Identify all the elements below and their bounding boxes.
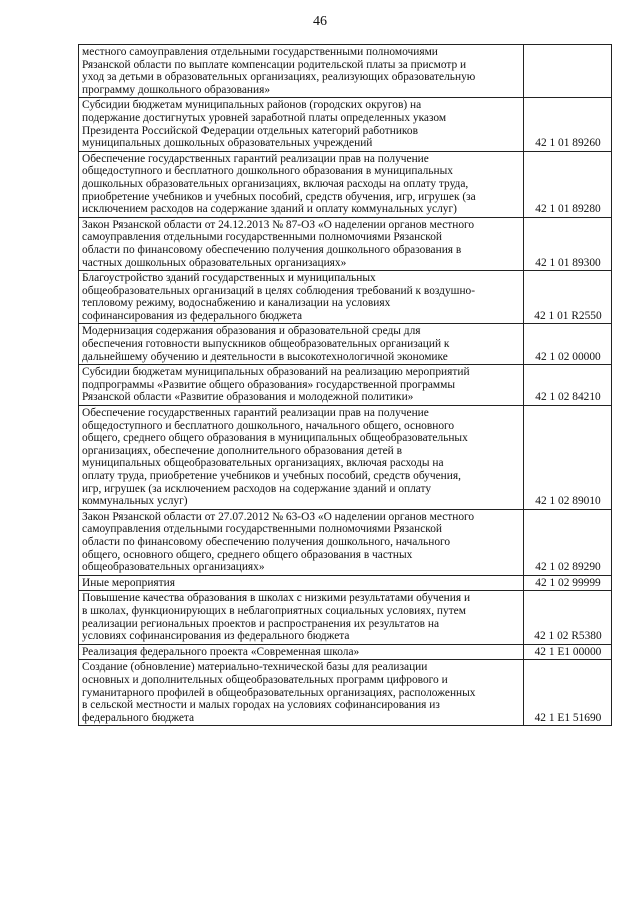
table-row: [79, 406, 612, 510]
row-description: [79, 406, 524, 510]
description-line: Рязанской области по выплате компенсации родительской платы за присмотр и: [82, 58, 467, 71]
description-line: Благоустройство зданий государственных и муниципальных: [82, 272, 376, 285]
description-line: самоуправления отдельными государственными полномочиями Рязанской: [82, 231, 443, 244]
description-line: муниципальных общеобразовательных организациях, включая расходы на: [82, 457, 444, 470]
table-row: [79, 644, 612, 660]
description-line: дальнейшему обучению и деятельности в высокотехнологичной экономике: [82, 350, 448, 363]
description-line: Закон Рязанской области от 24.12.2013 № 87-ОЗ «О наделении органов местного: [82, 218, 475, 231]
description-line: общеобразовательных организациях»: [82, 561, 265, 574]
description-line: области по финансовому обеспечению получения дошкольного, начального: [82, 535, 451, 548]
description-line: реализации региональных проектов и распространения их результатов на: [82, 617, 440, 630]
row-description: [79, 271, 524, 324]
description-line: оплату труда, приобретение учебников и учебных пособий, средств обучения,: [82, 470, 461, 482]
row-description: [79, 660, 524, 726]
row-description: [79, 509, 524, 575]
table-row: [79, 591, 612, 644]
row-description: [79, 324, 524, 365]
table-row: [79, 509, 612, 575]
table-row: [79, 271, 612, 324]
page-number: 46: [313, 14, 327, 29]
description-line: условиях софинансирования из федерального бюджета: [82, 630, 350, 643]
description-line: обеспечения готовности выпускников общеобразовательных организаций к: [82, 338, 450, 351]
description-line: Субсидии бюджетам муниципальных районов (городских округов) на: [82, 99, 422, 112]
table-row: [79, 324, 612, 365]
description-line: Рязанской области «Развитие образования и молодежной политики»: [82, 391, 414, 404]
description-line: Повышение качества образования в школах с низкими результатами обучения и: [82, 592, 471, 605]
description-line: подпрограммы «Развитие общего образования» государственной программы: [82, 378, 456, 391]
table-row: [79, 151, 612, 217]
row-code: 42 1 02 99999: [524, 575, 612, 591]
description-line: подержание достигнутых уровней заработной платы определенных указом: [82, 111, 447, 124]
row-code: 42 1 01 R2550: [524, 271, 612, 324]
row-description: [79, 591, 524, 644]
description-line: тепловому режиму, водоснабжению и канализации на условиях: [82, 297, 391, 310]
description-line: частных дошкольных образовательных организациях»: [82, 256, 347, 269]
row-code: 42 1 02 89010: [524, 406, 612, 510]
description-line: общего, основного общего, среднего общего образования в частных: [82, 548, 413, 561]
table-row: [79, 98, 612, 151]
row-code: 42 1 02 84210: [524, 365, 612, 406]
row-description: [79, 365, 524, 406]
description-line: Президента Российской Федерации отдельных категорий работников: [82, 124, 418, 137]
description-line: приобретение учебников и учебных пособий, средств обучения, игр, игрушек (за: [82, 190, 476, 203]
description-line: софинансирования из федерального бюджета: [82, 309, 303, 322]
table-body: [79, 45, 612, 726]
description-line: Закон Рязанской области от 27.07.2012 № 63-ОЗ «О наделении органов местного: [82, 510, 475, 523]
description-line: местного самоуправления отдельными государственными полномочиями: [82, 46, 438, 58]
row-code: 42 1 01 89260: [524, 98, 612, 151]
description-line: организациях, обеспечение дополнительного образования детей в: [82, 444, 402, 457]
table-row: [79, 365, 612, 406]
description-line: Обеспечение государственных гарантий реализации прав на получение: [82, 152, 429, 165]
row-description: [79, 575, 524, 591]
description-line: гуманитарного профилей в общеобразовательных организациях, расположенных: [82, 686, 476, 699]
description-line: Модернизация содержания образования и образовательной среды для: [82, 325, 421, 338]
table-row: [79, 217, 612, 270]
description-line: в сельской местности и малых городах на условиях софинансирования из: [82, 699, 440, 712]
description-line: уход за детьми в образовательных организациях, реализующих образовательную: [82, 71, 476, 84]
description-line: общего, среднего общего образования в муниципальных общеобразовательных: [82, 432, 468, 445]
description-line: общеобразовательных организаций в целях соблюдения требований к воздушно-: [82, 284, 476, 297]
description-line: игр, игрушек (за исключением расходов на содержание зданий и оплату: [82, 482, 432, 495]
table-row: [79, 45, 612, 98]
description-line: общедоступного и бесплатного дошкольного, начального общего, основного: [82, 419, 455, 432]
description-line: дошкольных образовательных организациях, включая расходы на оплату труда,: [82, 177, 469, 190]
description-line: области по финансовому обеспечению получения дошкольного образования в: [82, 243, 462, 256]
row-description: [79, 217, 524, 270]
row-code: 42 1 01 89300: [524, 217, 612, 270]
description-line: коммунальных услуг): [82, 495, 188, 508]
row-description: [79, 644, 524, 660]
table-row: [79, 660, 612, 726]
budget-classification-table: [78, 44, 612, 726]
description-line: Реализация федерального проекта «Современная школа»: [82, 645, 360, 658]
description-line: общедоступного и бесплатного дошкольного образования в муниципальных: [82, 165, 453, 178]
row-code: 42 1 02 89290: [524, 509, 612, 575]
row-code: 42 1 E1 00000: [524, 644, 612, 660]
description-line: Иные мероприятия: [82, 576, 175, 589]
row-code: 42 1 02 R5380: [524, 591, 612, 644]
table-row: [79, 575, 612, 591]
row-description: [79, 98, 524, 151]
row-description: [79, 151, 524, 217]
description-line: самоуправления отдельными государственными полномочиями Рязанской: [82, 523, 443, 536]
description-line: программу дошкольного образования»: [82, 83, 271, 96]
description-line: муниципальных дошкольных образовательных учреждений: [82, 137, 373, 150]
row-description: [79, 45, 524, 98]
row-code: [524, 45, 612, 98]
row-code: 42 1 01 89280: [524, 151, 612, 217]
description-line: исключением расходов на содержание зданий и оплату коммунальных услуг): [82, 203, 457, 216]
description-line: федерального бюджета: [82, 711, 195, 724]
description-line: Субсидии бюджетам муниципальных образований на реализацию мероприятий: [82, 366, 470, 379]
description-line: Обеспечение государственных гарантий реализации прав на получение: [82, 407, 429, 420]
description-line: в школах, функционирующих в неблагоприятных социальных условиях, путем: [82, 604, 466, 617]
description-line: основных и дополнительных общеобразовательных программ цифрового и: [82, 673, 448, 686]
row-code: 42 1 02 00000: [524, 324, 612, 365]
row-code: 42 1 E1 51690: [524, 660, 612, 726]
description-line: Создание (обновление) материально-технической базы для реализации: [82, 661, 428, 674]
